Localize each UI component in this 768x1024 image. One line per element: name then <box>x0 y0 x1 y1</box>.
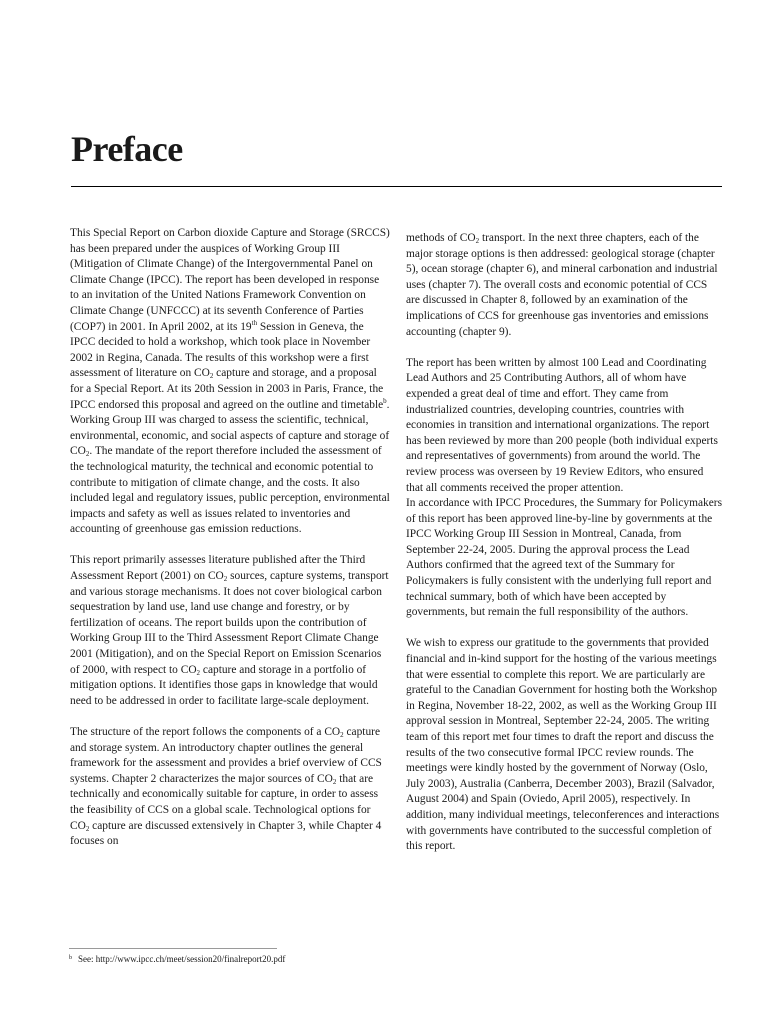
page-title: Preface <box>71 129 183 169</box>
paragraph-gratitude: We wish to express our gratitude to the governments that provided financial and in-kind support for the hosting of the various meetings that were essential to complete this report. We are particularly are grateful to the Canadian Government for hosting both the Workshop in Regina, November 18-22, 2002, as well as the Working Group III approval session in Montreal, September 22-24, 2005. The writing team of this report met four times to draft the report and discuss the results of the two consecutive formal IPCC review rounds. The meetings were kindly hosted by the government of Norway (Oslo, July 2003), Australia (Canberra, December 2003), Brazil (Salvador, August 2004) and Spain (Oviedo, April 2005), respectively. In addition, many individual meetings, teleconferences and interactions with governments have contributed to the successful completion of this report. <box>406 637 720 853</box>
paragraph-scope: This report primarily assesses literature published after the Third Assessment Report (2001) on $CO_2$ sources, capture systems, transport and various storage mechanisms. It does not cover biological carbon sequestration by land use, land use change and forestry, or by fertilization of oceans. The report builds upon the contribution of Working Group III to the Third Assessment Report Climate Change 2001 (Mitigation), and on the Special Report on Emission Scenarios of 2000, with respect to $CO_2$ capture and storage in a portfolio of mitigation options. It identifies those gaps in knowledge that would need to be addressed in order to facilitate large-scale deployment. <box>70 554 389 707</box>
paragraph-structure-cont: methods of $CO_2$ transport. In the next three chapters, each of the major storage options is then addressed: geological storage (chapter 5), ocean storage (chapter 6), and mineral carbonation and industrial uses (chapter 7). The overall costs and economic potential of CCS are discussed in Chapter 8, followed by an examination of the implications of CCS for greenhouse gas inventories and emissions accounting (chapter 9). <box>406 232 718 338</box>
footnote <box>69 953 285 965</box>
footnote-mark: b <box>69 955 72 961</box>
paragraph-intro: This Special Report on Carbon dioxide Capture and Storage (SRCCS) has been prepared under the auspices of Working Group III (Mitigation of Climate Change) of the Intergovernmental Panel on Climate Change (IPCC). The report has been developed in response to an invitation of the United Nations Framework Convention on Climate Change (UNFCCC) at its seventh Conference of Parties (COP7) in 2001. In April 2002, at its 19th Session in Geneva, the IPCC decided to hold a workshop, which took place in November 2002 in Regina, Canada. The results of this workshop were a first assessment of literature on $CO_2$ capture and storage, and a proposal for a Special Report. At its 20th Session in 2003 in Paris, France, the IPCC endorsed this proposal and agreed on the outline and timetable$^b$. Working Group III was charged to assess the scientific, technical, environmental, economic, and social aspects of capture and storage of $CO_2$. The mandate of the report therefore included the assessment of the technological maturity, the technical and economic potential to contribute to mitigation of climate change, and the costs. It also included legal and regulatory issues, public perception, environmental impacts and safety as well as issues related to inventories and accounting of greenhouse gas emission reductions. <box>70 227 390 536</box>
right-column <box>406 231 722 870</box>
footnote-divider <box>69 948 277 949</box>
left-column <box>70 226 390 865</box>
paragraph-authors: The report has been written by almost 100 Lead and Coordinating Lead Authors and 25 Contributing Authors, all of whom have expended a great deal of time and effort. They came from industrialized countries, developing countries, countries with economies in transition and international organizations. The report has been reviewed by more than 200 people (both individual experts and representatives of governments) from around the world. The review process was overseen by 19 Review Editors, who ensured that all comments received the proper attention. <box>406 356 718 494</box>
paragraph-structure: The structure of the report follows the components of a $CO_2$ capture and storage system. An introductory chapter outlines the general framework for the assessment and provides a brief overview of CCS systems. Chapter 2 characterizes the major sources of $CO_2$ that are technically and economically suitable for capture, in order to assess the feasibility of CCS on a global scale. Technological options for $CO_2$ capture are discussed extensively in Chapter 3, while Chapter 4 focuses on <box>70 726 382 848</box>
title-divider <box>71 186 722 187</box>
paragraph-approval: In accordance with IPCC Procedures, the Summary for Policymakers of this report has been approved line-by-line by governments at the IPCC Working Group III Session in Montreal, Canada, from September 22-24, 2005. During the approval process the Lead Authors confirmed that the agreed text of the Summary for Policymakers is fully consistent with the underlying full report and technical summary, both of which have been accepted by governments, but remain the full responsibility of the authors. <box>406 497 723 619</box>
footnote-text: See: http://www.ipcc.ch/meet/session20/finalreport20.pdf <box>78 954 286 964</box>
